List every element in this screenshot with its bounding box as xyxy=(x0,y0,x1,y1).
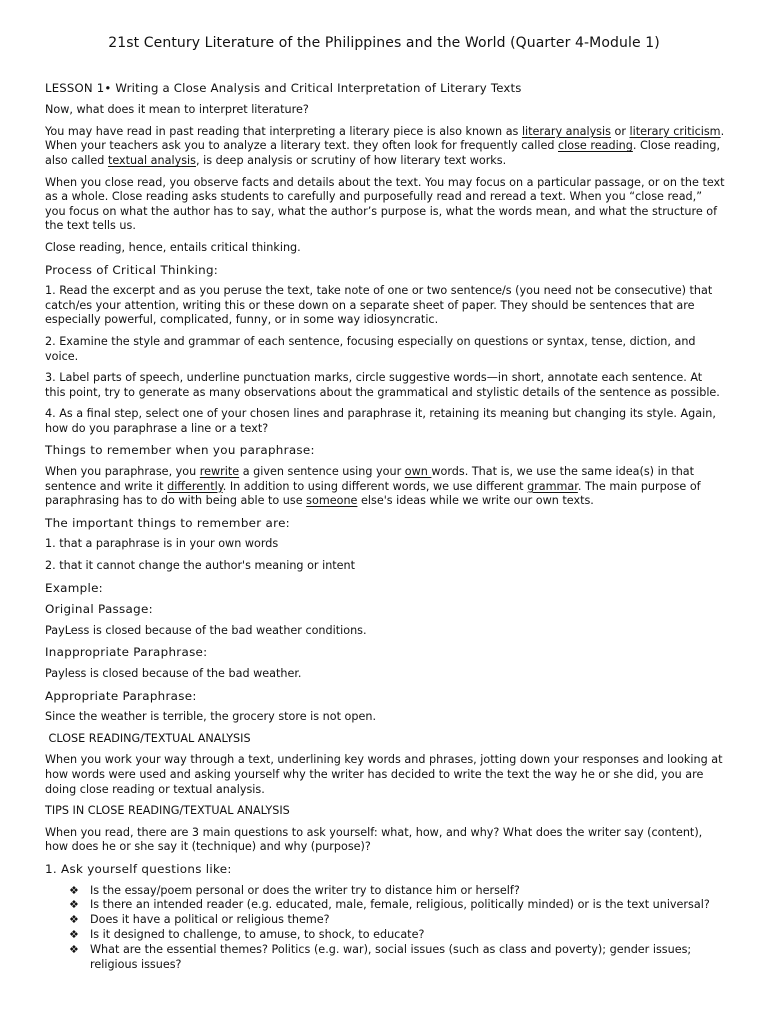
term-someone: someone xyxy=(306,494,358,508)
list-item xyxy=(45,884,725,899)
important-item: 1. that a paraphrase is in your own words xyxy=(45,537,279,551)
question-text: Is it designed to challenge, to amuse, to shock, to educate? xyxy=(90,927,425,941)
text-run: . When your teachers ask you to analyze a literary text. they often look for frequently called xyxy=(45,124,725,153)
question-text: What are the essential themes? Politics (e.g. war), social issues (such as class and poverty); gender issues; religious issues? xyxy=(90,942,692,971)
step-item: 3. Label parts of speech, underline punctuation marks, circle suggestive words—in short, annotate each sentence. At this point, try to generate as many observations about the grammatical and stylistic details of the sentence as possible. xyxy=(45,371,720,399)
term-rewrite: rewrite xyxy=(199,465,240,479)
term-own: own xyxy=(404,465,432,479)
text-run: else's ideas while we write our own texts. xyxy=(357,494,594,508)
original-passage-label: Original Passage: xyxy=(45,602,153,617)
term-differently: differently xyxy=(167,479,223,493)
tips-heading: TIPS IN CLOSE READING/TEXTUAL ANALYSIS xyxy=(45,804,290,818)
text-run: When you paraphrase, you xyxy=(45,465,200,479)
example-label: Example: xyxy=(45,580,103,595)
text-run: . In addition to using different words, we use different xyxy=(222,479,528,493)
paragraph-critical-thinking: Close reading, hence, entails critical thinking. xyxy=(45,240,301,254)
list-item xyxy=(45,898,725,913)
text-run: You may have read in past reading that interpreting a literary piece is also known as xyxy=(45,124,522,138)
term-close-reading: close reading xyxy=(558,139,633,153)
diamond-bullet-icon: ❖ xyxy=(69,927,79,941)
text-run: or xyxy=(610,124,630,138)
diamond-bullet-icon: ❖ xyxy=(69,942,79,956)
text-run: . The main purpose of paraphrasing has to do with being able to use xyxy=(45,479,701,508)
appropriate-paraphrase-label: Appropriate Paraphrase: xyxy=(45,688,197,703)
tips-paragraph: When you read, there are 3 main questions to ask yourself: what, how, and why? What does the writer say (content), how does he or she say it (technique) and why (purpose)? xyxy=(45,825,703,854)
paragraph-interpretation xyxy=(45,125,725,169)
step-item: 1. Read the excerpt and as you peruse the text, take note of one or two sentence/s (you need not be consecutive) that catch/es your attention, writing this or these down on a separate sheet of paper. They should be sentences that are especially powerful, complicated, funny, or in some way idiosyncratic. xyxy=(45,284,713,327)
text-run: a given sentence using your xyxy=(239,465,405,479)
list-item xyxy=(45,943,725,973)
inappropriate-paraphrase-label: Inappropriate Paraphrase: xyxy=(45,645,208,660)
close-reading-heading: CLOSE READING/TEXTUAL ANALYSIS xyxy=(45,731,251,745)
question-text: Is the essay/poem personal or does the writer try to distance him or herself? xyxy=(90,883,520,897)
text-run: words. That is, we use the same idea(s) in that sentence and write it xyxy=(45,465,695,493)
term-textual-analysis: textual analysis xyxy=(107,153,196,167)
ask-questions-heading: 1. Ask yourself questions like: xyxy=(45,861,232,876)
diamond-bullet-icon: ❖ xyxy=(69,913,79,927)
diamond-bullet-icon: ❖ xyxy=(69,883,79,897)
document-body xyxy=(45,81,725,972)
paragraph-paraphrase xyxy=(45,465,725,509)
important-heading: The important things to remember are: xyxy=(45,515,290,530)
question-text: Does it have a political or religious theme? xyxy=(90,913,330,927)
paraphrase-heading: Things to remember when you paraphrase: xyxy=(45,443,315,458)
document-title: 21st Century Literature of the Philippines and the World (Quarter 4-Module 1) xyxy=(108,35,660,51)
original-passage-text: PayLess is closed because of the bad weather conditions. xyxy=(45,623,367,637)
term-literary-analysis: literary analysis xyxy=(521,124,611,138)
process-heading: Process of Critical Thinking: xyxy=(45,262,219,277)
term-grammar: grammar xyxy=(527,479,578,493)
inappropriate-paraphrase-text: Payless is closed because of the bad weather. xyxy=(45,667,302,680)
close-reading-paragraph: When you work your way through a text, underlining key words and phrases, jotting down your responses and looking at how words were used and asking yourself why the writer has decided to write the text the way he or she did, you are doing close reading or textual analysis. xyxy=(45,753,723,796)
question-interpret: Now, what does it mean to interpret literature? xyxy=(45,103,309,117)
step-item: 2. Examine the style and grammar of each sentence, focusing especially on questions or syntax, tense, diction, and voice. xyxy=(45,334,696,363)
lesson-heading: LESSON 1• Writing a Close Analysis and Critical Interpretation of Literary Texts xyxy=(45,81,522,95)
list-item xyxy=(45,913,725,928)
text-run: . Close reading, also called xyxy=(45,139,721,167)
questions-list xyxy=(45,884,725,973)
text-run: , is deep analysis or scrutiny of how literary text works. xyxy=(195,153,507,167)
list-item xyxy=(45,928,725,943)
step-item: 4. As a final step, select one of your chosen lines and paraphrase it, retaining its meaning but changing its style. Again, how do you paraphrase a line or a text? xyxy=(45,407,716,435)
appropriate-paraphrase-text: Since the weather is terrible, the grocery store is not open. xyxy=(45,710,377,724)
question-text: Is there an intended reader (e.g. educated, male, female, religious, politically minded) or is the text universal? xyxy=(90,898,710,912)
term-literary-criticism: literary criticism xyxy=(629,124,721,138)
important-item: 2. that it cannot change the author's meaning or intent xyxy=(45,559,356,573)
paragraph-close-read: When you close read, you observe facts and details about the text. You may focus on a particular passage, or on the text as a whole. Close reading asks students to carefully and purposefully read and reread a text. When you “close read,” you focus on what the author has to say, what the author’s purpose is, what the words mean, and what the structure of the text tells us. xyxy=(45,175,725,233)
diamond-bullet-icon: ❖ xyxy=(69,898,79,912)
